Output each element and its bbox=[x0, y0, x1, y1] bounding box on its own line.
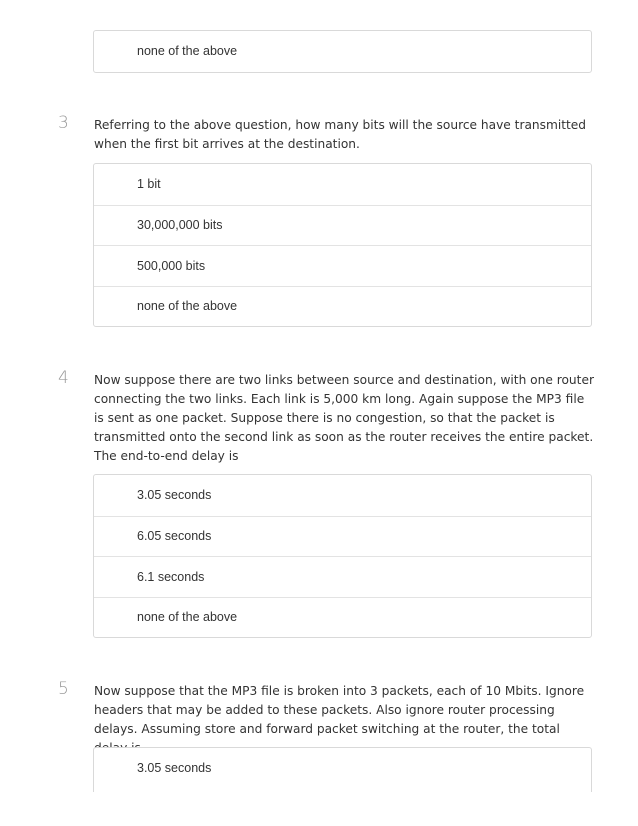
q3-option-2[interactable]: 30,000,000 bits bbox=[94, 205, 591, 246]
question-text-3: Referring to the above question, how many bits will the source have transmitted when the first bit arrives at the destination. bbox=[94, 118, 587, 151]
q5-options bbox=[93, 747, 592, 792]
q4-option-3[interactable]: 6.1 seconds bbox=[94, 556, 591, 597]
q2-option-none[interactable]: none of the above bbox=[137, 44, 238, 59]
q3-option-1[interactable]: 1 bit bbox=[137, 177, 161, 192]
q3-option-4[interactable]: none of the above bbox=[94, 286, 591, 327]
q2-options bbox=[93, 30, 592, 73]
q5-option-1[interactable]: 3.05 seconds bbox=[137, 761, 212, 776]
q4-options bbox=[93, 474, 592, 638]
question-text-5: Now suppose that the MP3 file is broken into 3 packets, each of 10 Mbits. Ignore headers that may be added to these packets. Also ignore router processing delays. Assuming store and forward packet switching at the router, the total bbox=[94, 684, 585, 736]
question-number-3: 3 bbox=[58, 113, 69, 133]
question-number-4: 4 bbox=[58, 368, 69, 388]
q4-option-4[interactable]: none of the above bbox=[94, 597, 591, 638]
question-text-4: Now suppose there are two links between source and destination, with one router connecting the two links. Each link is 5,000 km long. Again suppose the MP3 file is sent as one packet. Suppose there is no congestion, so that the packet is transmitted onto the second link as soon as the router receives the entire packet. The end-to-end delay is bbox=[94, 373, 594, 463]
q4-option-1[interactable]: 3.05 seconds bbox=[137, 488, 212, 503]
q4-option-2[interactable]: 6.05 seconds bbox=[94, 516, 591, 557]
question-number-5: 5 bbox=[58, 679, 69, 699]
q3-option-3[interactable]: 500,000 bits bbox=[94, 245, 591, 286]
q3-options bbox=[93, 163, 592, 327]
